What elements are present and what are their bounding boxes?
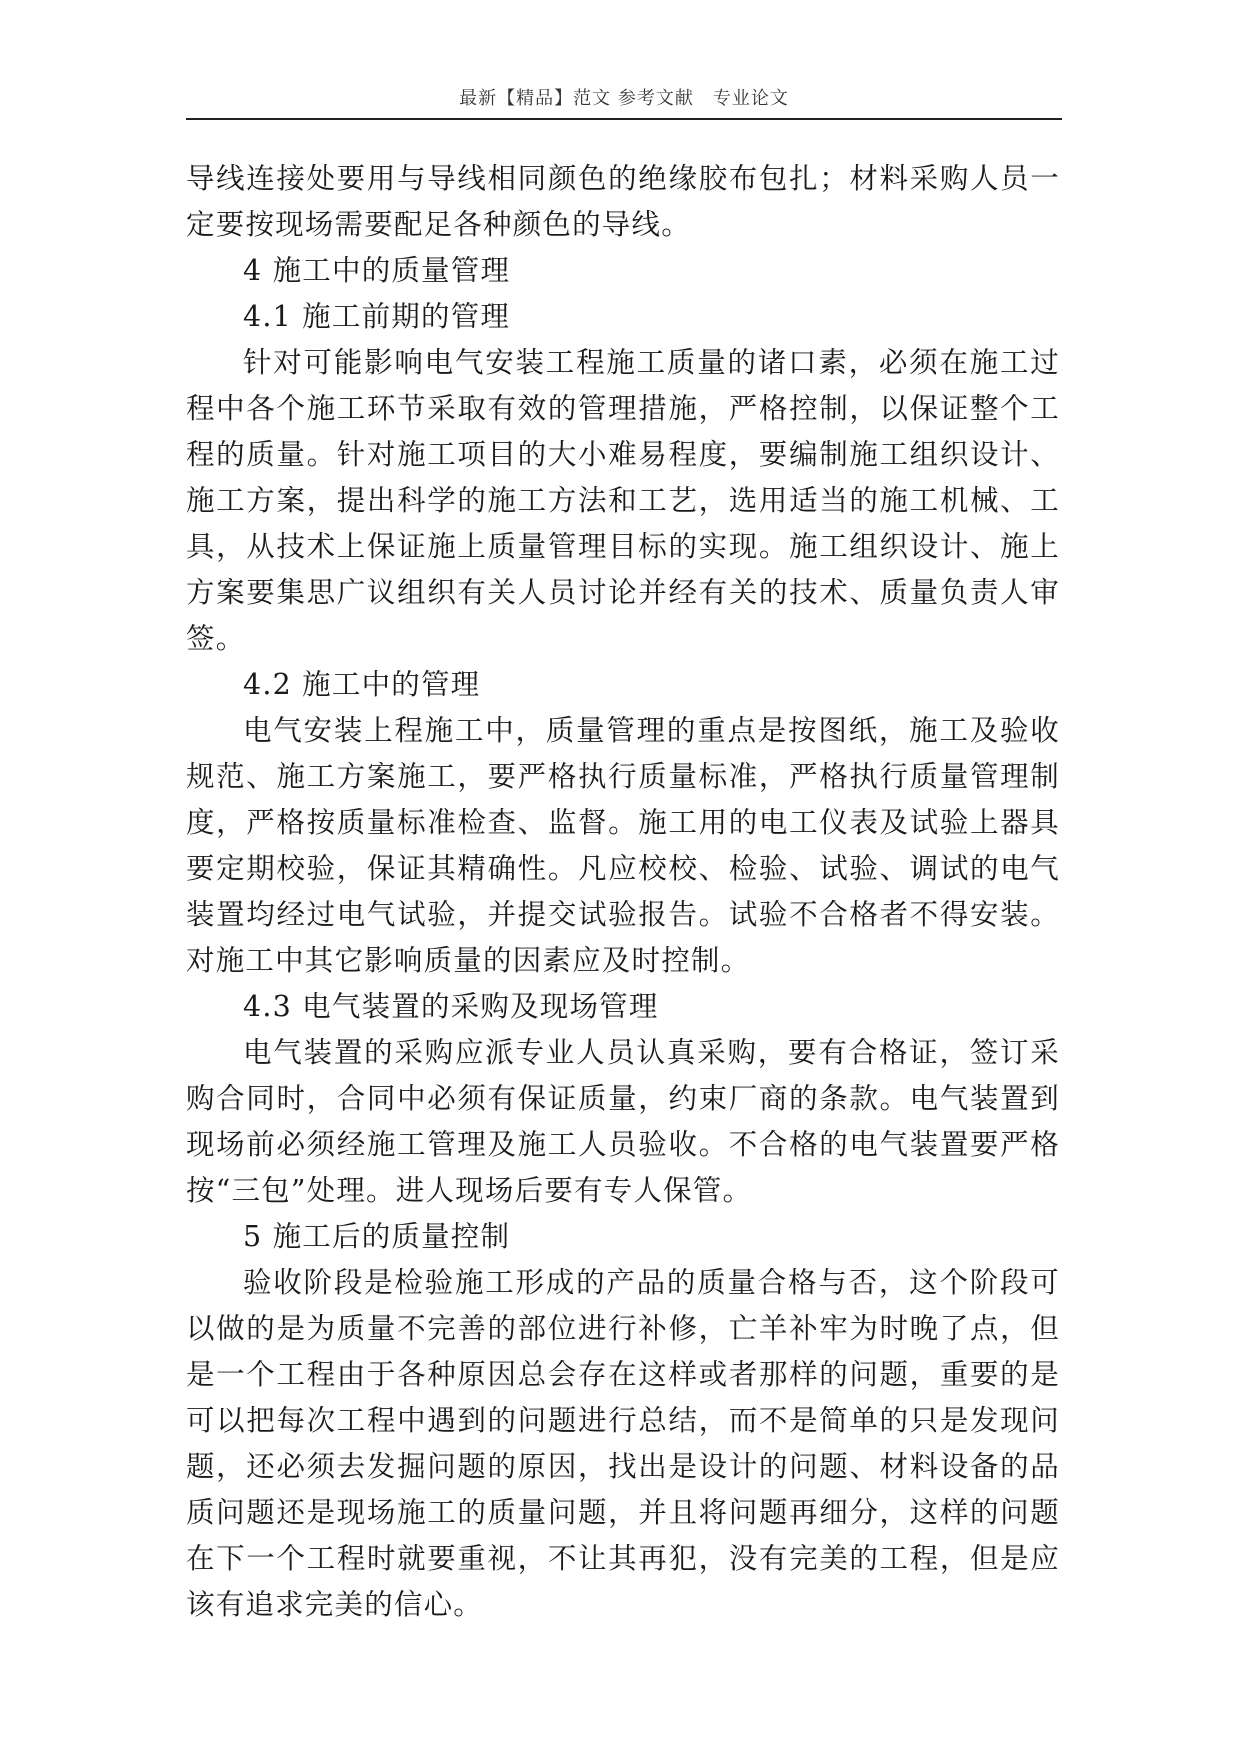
document-body xyxy=(186,156,1060,1628)
body-paragraph: 导线连接处要用与导线相同颜色的绝缘胶布包扎；材料采购人员一定要按现场需要配足各种颜色的导线。 xyxy=(186,162,1060,241)
subsection-heading: 4.3 电气装置的采购及现场管理 xyxy=(243,990,659,1023)
subsection-heading: 4.1 施工前期的管理 xyxy=(243,300,511,333)
subsection-heading: 4.2 施工中的管理 xyxy=(243,668,481,701)
page-header: 最新【精品】范文 参考文献 专业论文 xyxy=(186,86,1062,120)
body-paragraph: 电气装置的采购应派专业人员认真采购，要有合格证，签订采购合同时，合同中必须有保证质量，约束厂商的条款。电气装置到现场前必须经施工管理及施工人员验收。不合格的电气装置要严格按“三包”处理。进人现场后要有专人保管。 xyxy=(186,1036,1060,1207)
body-paragraph: 电气安装上程施工中，质量管理的重点是按图纸，施工及验收规范、施工方案施工，要严格执行质量标准，严格执行质量管理制度，严格按质量标准检查、监督。施工用的电工仪表及试验上器具要定期校验，保证其精确性。凡应校校、检验、试验、调试的电气装置均经过电气试验，并提交试验报告。试验不合格者不得安装。对施工中其它影响质量的因素应及时控制。 xyxy=(186,714,1060,977)
section-heading: 5 施工后的质量控制 xyxy=(243,1220,511,1253)
section-heading: 4 施工中的质量管理 xyxy=(243,254,511,287)
body-paragraph: 验收阶段是检验施工形成的产品的质量合格与否，这个阶段可以做的是为质量不完善的部位进行补修，亡羊补牢为时晚了点，但是一个工程由于各种原因总会存在这样或者那样的问题，重要的是可以把每次工程中遇到的问题进行总结，而不是简单的只是发现问题，还必须去发掘问题的原因，找出是设计的问题、材料设备的品质问题还是现场施工的质量问题，并且将问题再细分，这样的问题在下一个工程时就要重视，不让其再犯，没有完美的工程，但是应该有追求完美的信心。 xyxy=(186,1266,1060,1621)
body-paragraph: 针对可能影响电气安装工程施工质量的诸口素，必须在施工过程中各个施工环节采取有效的管理措施，严格控制，以保证整个工程的质量。针对施工项目的大小难易程度，要编制施工组织设计、施工方案，提出科学的施工方法和工艺，选用适当的施工机械、工具，从技术上保证施上质量管理目标的实现。施工组织设计、施上方案要集思广议组织有关人员讨论并经有关的技术、质量负责人审签。 xyxy=(186,346,1060,655)
